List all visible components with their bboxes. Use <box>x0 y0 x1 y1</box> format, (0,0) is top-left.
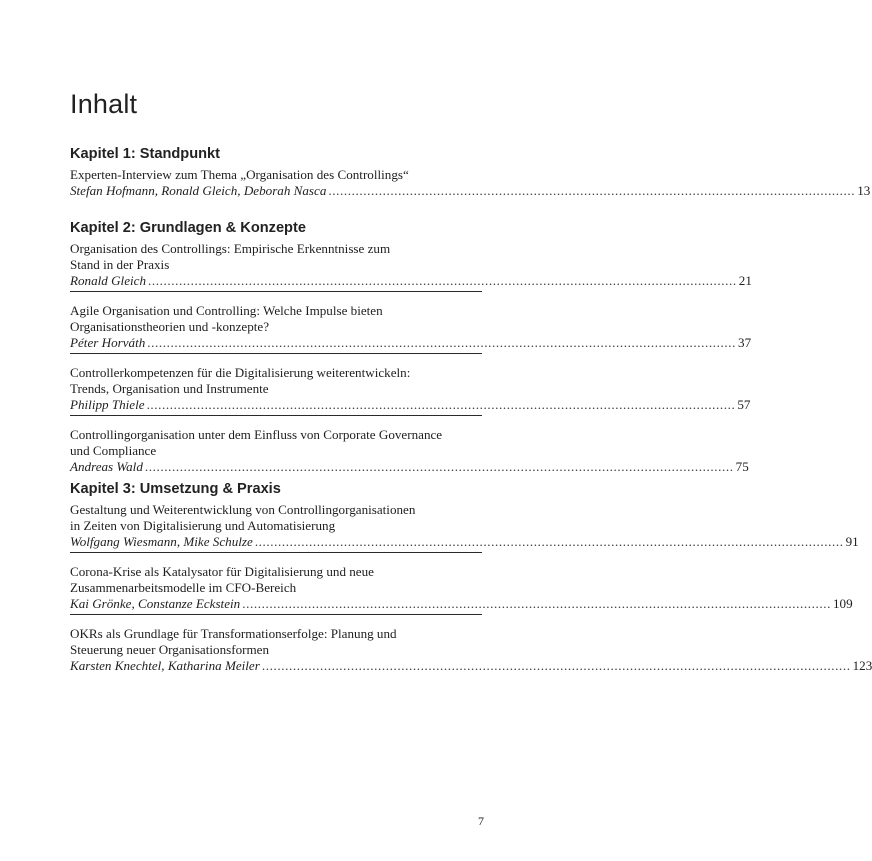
entry-title: Agile Organisation und Controlling: Welche Impulse bieten <box>70 303 383 318</box>
entry-page: 57 <box>737 397 751 412</box>
toc-entry[interactable] <box>70 365 751 416</box>
entry-authors: Philipp Thiele <box>70 397 145 412</box>
chapter-heading: Kapitel 3: Umsetzung & Praxis <box>70 481 281 497</box>
leader-dots: ........................................................................................................................................................ <box>144 459 734 474</box>
chapter-1 <box>70 144 871 199</box>
leader-dots: ........................................................................................................................................................ <box>242 596 831 611</box>
leader-dots: ........................................................................................................................................................ <box>254 534 844 549</box>
entry-title: in Zeiten von Digitalisierung und Automatisierung <box>70 518 336 533</box>
leader-dots: ........................................................................................................................................................ <box>147 335 737 350</box>
chapter-heading: Kapitel 1: Standpunkt <box>70 146 220 162</box>
entry-title: Experten-Interview zum Thema „Organisation des Controllings“ <box>70 167 409 182</box>
toc-entry[interactable] <box>70 564 853 615</box>
entry-title: Organisation des Controllings: Empirische Erkenntnisse zum <box>70 241 391 256</box>
entry-line <box>70 658 872 674</box>
toc-entry[interactable] <box>70 303 752 354</box>
entry-title: Corona-Krise als Katalysator für Digitalisierung und neue <box>70 564 374 579</box>
entry-line <box>70 397 751 413</box>
entry-authors: Ronald Gleich <box>70 273 146 288</box>
chapter-heading: Kapitel 2: Grundlagen & Konzepte <box>70 220 306 236</box>
leader-dots: ........................................................................................................................................ <box>328 183 856 198</box>
entry-title: Gestaltung und Weiterentwicklung von Controllingorganisationen <box>70 502 416 517</box>
entry-line <box>70 273 752 289</box>
entry-title: Trends, Organisation und Instrumente <box>70 381 269 396</box>
entry-title: Stand in der Praxis <box>70 257 170 272</box>
entry-page: 123 <box>852 658 872 673</box>
entry-authors: Karsten Knechtel, Katharina Meiler <box>70 658 260 673</box>
chapter-3 <box>70 479 872 674</box>
entry-authors: Péter Horváth <box>70 335 146 350</box>
entry-line <box>70 183 871 199</box>
entry-page: 91 <box>845 534 859 549</box>
entry-line <box>70 335 752 351</box>
entry-page: 109 <box>832 596 853 611</box>
entry-title: Steuerung neuer Organisationsformen <box>70 642 270 657</box>
entry-title: OKRs als Grundlage für Transformationserfolge: Planung und <box>70 626 397 641</box>
entry-authors: Stefan Hofmann, Ronald Gleich, Deborah Nasca <box>70 183 327 198</box>
entry-title: Controllingorganisation unter dem Einfluss von Corporate Governance <box>70 427 443 442</box>
entry-page: 13 <box>857 183 871 198</box>
leader-dots: ........................................................................................................................................................ <box>261 658 851 673</box>
entry-line <box>70 534 859 550</box>
toc-entry[interactable] <box>70 241 752 292</box>
entry-title: und Compliance <box>70 443 157 458</box>
page-title: Inhalt <box>70 89 138 119</box>
entry-line <box>70 459 749 475</box>
entry-title: Controllerkompetenzen für die Digitalisierung weiterentwickeln: <box>70 365 411 380</box>
entry-title: Organisationstheorien und -konzepte? <box>70 319 270 334</box>
entry-line <box>70 596 853 612</box>
entry-page: 21 <box>738 273 752 288</box>
leader-dots: ........................................................................................................................................................ <box>148 273 737 288</box>
entry-title: Zusammenarbeitsmodelle im CFO-Bereich <box>70 580 297 595</box>
toc-entry[interactable] <box>70 626 872 674</box>
toc-entry[interactable] <box>70 502 859 553</box>
toc-entry[interactable] <box>70 167 871 199</box>
entry-authors: Wolfgang Wiesmann, Mike Schulze <box>70 534 253 549</box>
page-number: 7 <box>478 814 484 828</box>
toc-entry[interactable] <box>70 427 749 475</box>
entry-authors: Andreas Wald <box>70 459 143 474</box>
entry-authors: Kai Grönke, Constanze Eckstein <box>70 596 241 611</box>
chapter-2 <box>70 218 752 475</box>
entry-page: 75 <box>735 459 749 474</box>
leader-dots: ........................................................................................................................................................ <box>146 397 736 412</box>
entry-page: 37 <box>738 335 752 350</box>
